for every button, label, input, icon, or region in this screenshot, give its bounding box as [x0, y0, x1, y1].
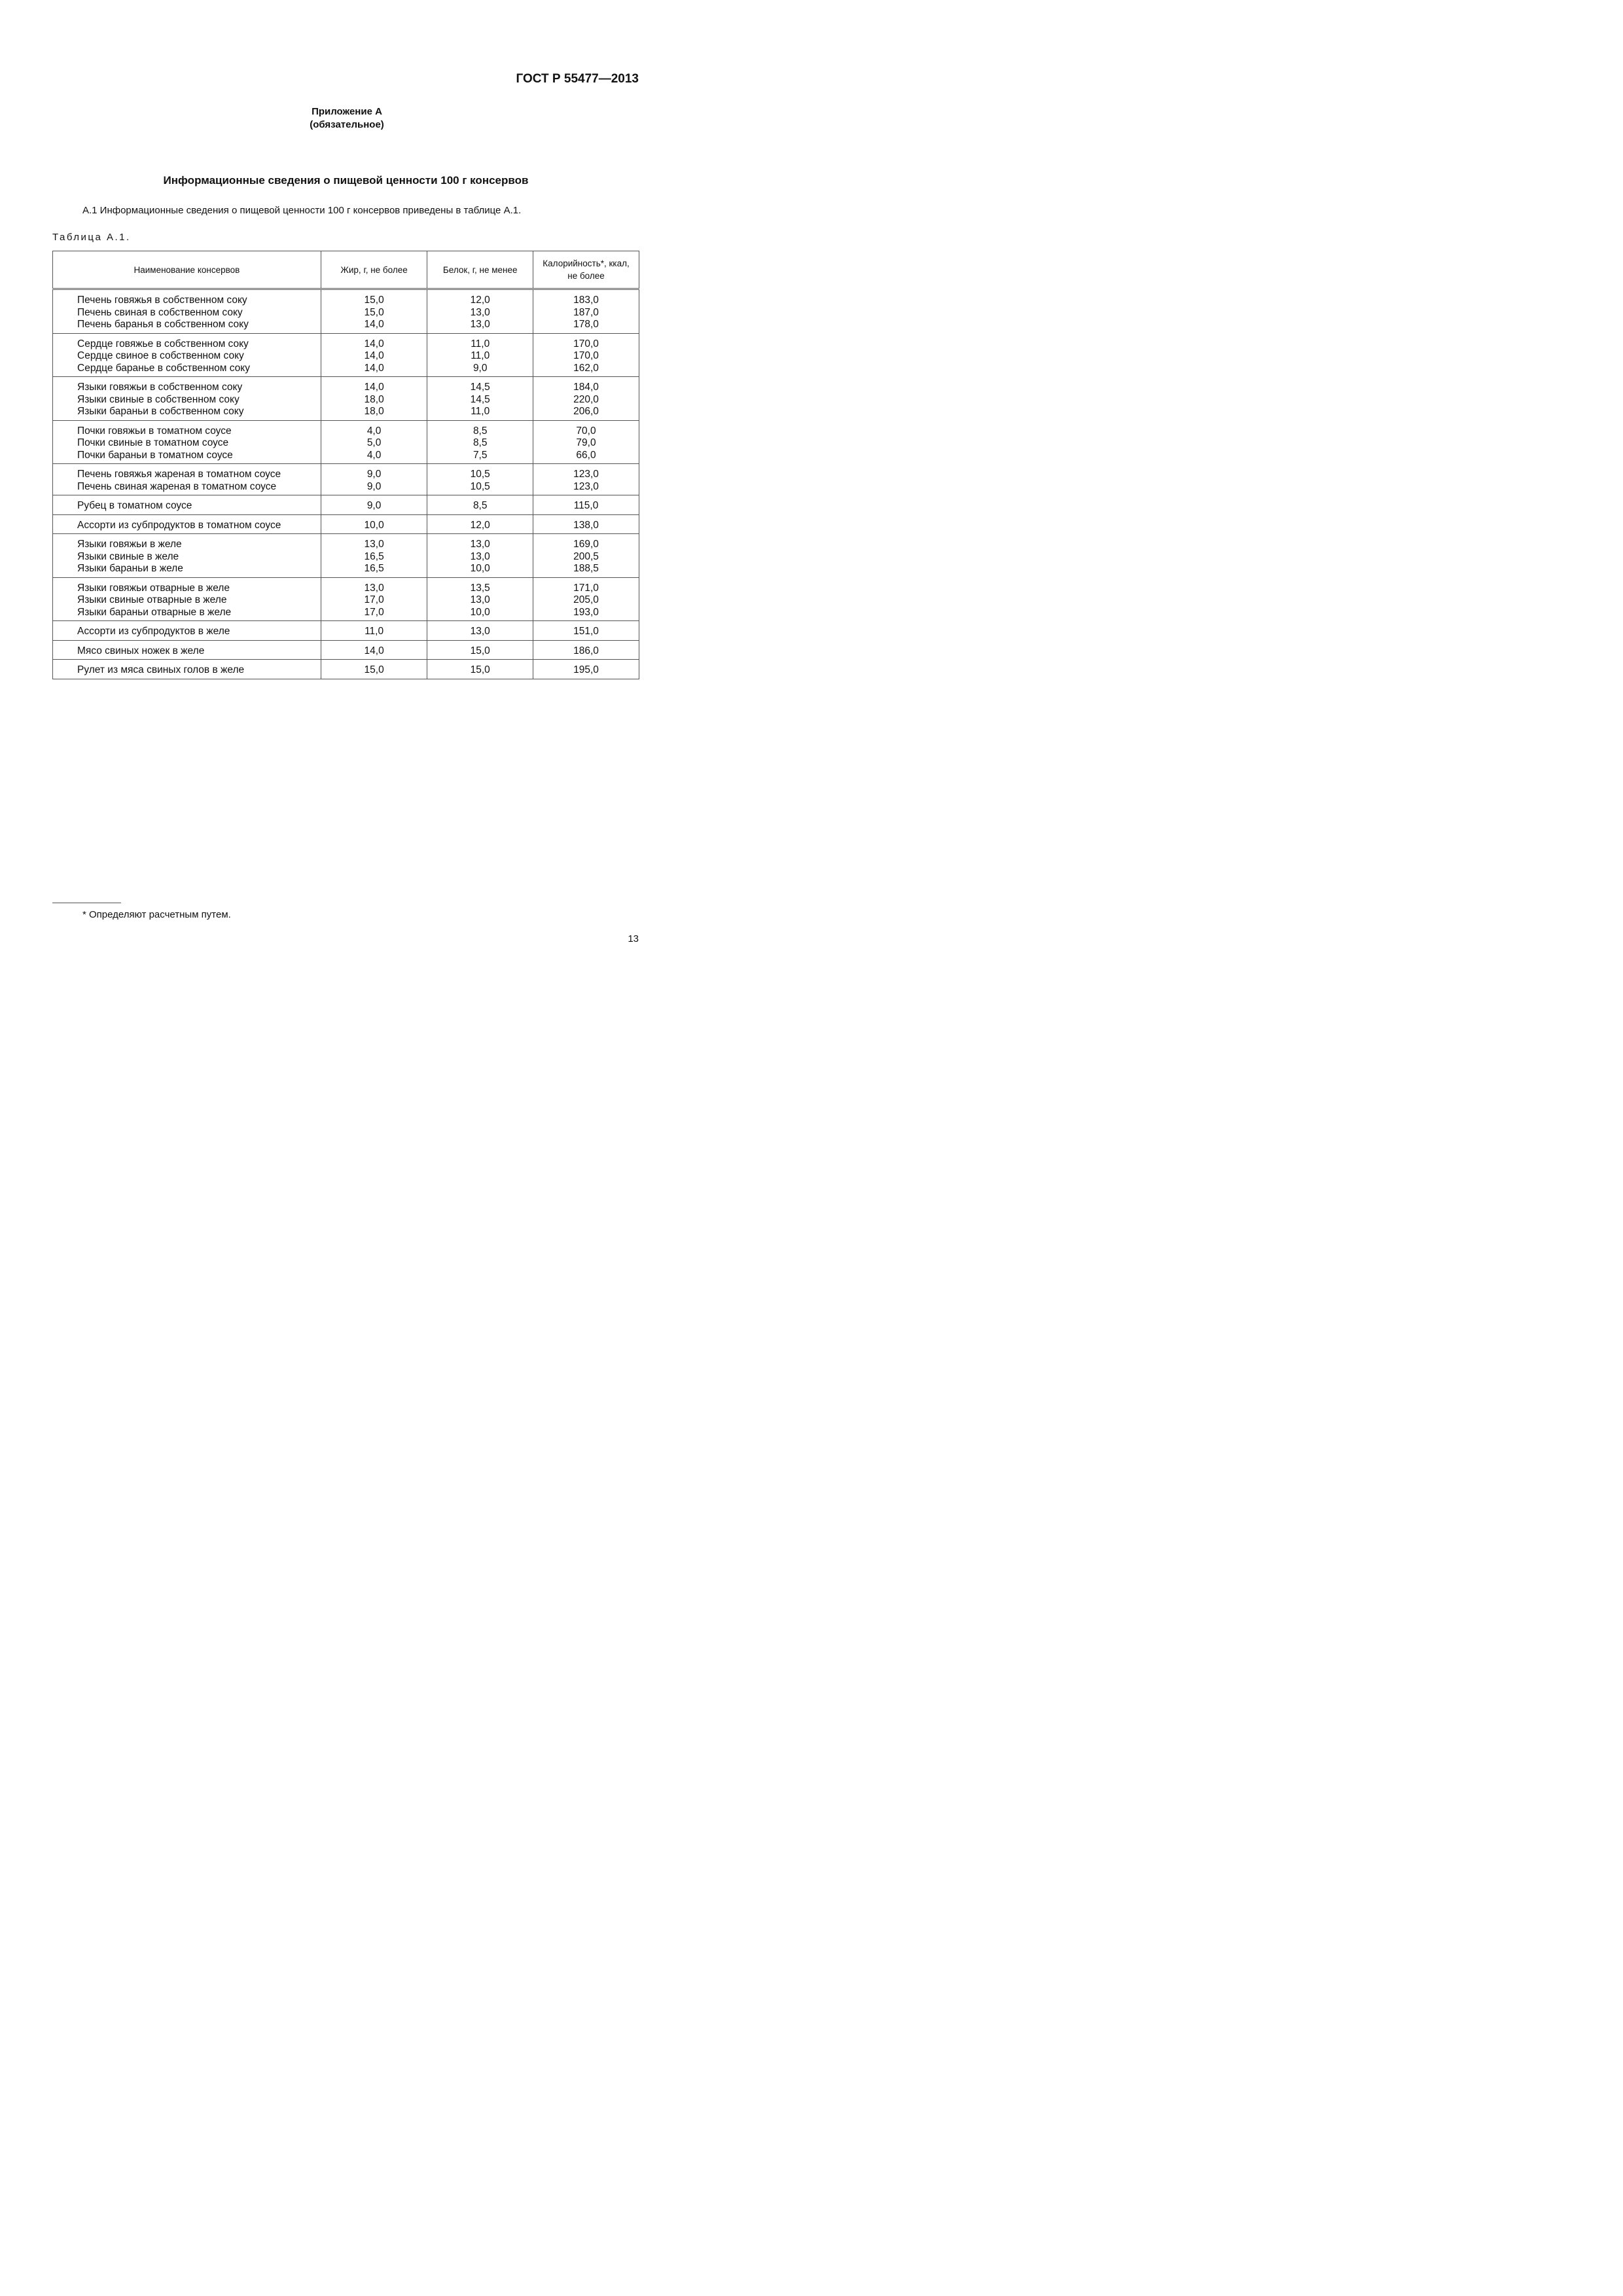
table-row — [53, 660, 639, 679]
cell-fat-line: 14,0 — [364, 382, 384, 393]
cell-calories-line: 193,0 — [573, 606, 599, 618]
cell-protein-line: 10,0 — [470, 606, 490, 618]
cell-calories-line: 162,0 — [573, 362, 599, 374]
cell-calories-line: 206,0 — [573, 406, 599, 417]
cell-product-name-line: Печень баранья в собственном соку — [77, 319, 249, 330]
cell-protein-line: 8,5 — [473, 437, 488, 448]
cell-product-name-line: Сердце свиное в собственном соку — [77, 350, 244, 361]
cell-fat-line: 15,0 — [364, 664, 384, 675]
cell-protein-line: 8,5 — [473, 425, 488, 437]
cell-product-name — [53, 420, 321, 464]
cell-calories-line: 170,0 — [573, 338, 599, 350]
cell-calories-line: 70,0 — [576, 425, 596, 437]
cell-product-name-line: Языки бараньи отварные в желе — [77, 606, 232, 618]
cell-calories-line: 178,0 — [573, 319, 599, 330]
cell-fat — [321, 420, 427, 464]
cell-product-name — [53, 577, 321, 621]
cell-product-name-line: Ассорти из субпродуктов в желе — [77, 626, 230, 637]
cell-product-name-line: Языки свиные в желе — [77, 550, 179, 562]
cell-product-name-line: Языки говяжьи отварные в желе — [77, 582, 230, 594]
cell-product-name-line: Языки свиные в собственном соку — [77, 393, 240, 405]
cell-fat-line: 14,0 — [364, 350, 384, 361]
cell-protein-line: 12,0 — [470, 295, 490, 306]
cell-calories-line: 184,0 — [573, 382, 599, 393]
cell-calories — [533, 534, 639, 578]
cell-fat-line: 4,0 — [366, 449, 382, 461]
cell-calories-line: 138,0 — [573, 519, 599, 531]
cell-fat-line: 9,0 — [366, 480, 382, 492]
cell-calories-line: 66,0 — [576, 449, 596, 461]
cell-fat-line: 13,0 — [364, 582, 384, 594]
cell-protein-line: 7,5 — [473, 449, 488, 461]
cell-calories — [533, 577, 639, 621]
cell-product-name — [53, 534, 321, 578]
cell-protein-line: 10,5 — [470, 480, 490, 492]
cell-protein — [427, 577, 533, 621]
table-row — [53, 377, 639, 421]
cell-product-name — [53, 377, 321, 421]
cell-protein — [427, 333, 533, 377]
cell-product-name — [53, 640, 321, 660]
cell-product-name-line: Печень говяжья в собственном соку — [77, 295, 247, 306]
table-row — [53, 514, 639, 534]
cell-fat-line: 10,0 — [364, 519, 384, 531]
table-caption: Таблица А.1. — [52, 232, 131, 243]
cell-protein — [427, 377, 533, 421]
cell-calories-line: 187,0 — [573, 306, 599, 318]
cell-protein-line: 13,0 — [470, 550, 490, 562]
cell-fat-line: 16,5 — [364, 563, 384, 574]
cell-calories-line: 200,5 — [573, 550, 599, 562]
cell-product-name-line: Языки говяжьи в собственном соку — [77, 382, 243, 393]
cell-fat-line: 17,0 — [364, 594, 384, 605]
cell-protein-line: 13,0 — [470, 626, 490, 637]
header-calories — [533, 251, 639, 289]
cell-protein-line: 13,0 — [470, 319, 490, 330]
header-fat: Жир, г, не более — [321, 251, 427, 289]
cell-protein-line: 9,0 — [473, 362, 488, 374]
cell-protein-line: 13,5 — [470, 582, 490, 594]
cell-fat-line: 9,0 — [366, 469, 382, 480]
cell-fat-line: 15,0 — [364, 295, 384, 306]
cell-product-name — [53, 660, 321, 679]
intro-paragraph: А.1 Информационные сведения о пищевой ценности 100 г консервов приведены в таблице А.1. — [82, 205, 522, 216]
cell-calories-line: 123,0 — [573, 469, 599, 480]
cell-product-name-line: Языки говяжьи в желе — [77, 539, 182, 550]
cell-calories-line: 115,0 — [573, 500, 599, 511]
cell-fat — [321, 495, 427, 515]
cell-fat-line: 18,0 — [364, 393, 384, 405]
cell-fat-line: 17,0 — [364, 606, 384, 618]
cell-product-name-line: Печень говяжья жареная в томатном соусе — [77, 469, 281, 480]
cell-fat — [321, 333, 427, 377]
cell-protein — [427, 289, 533, 334]
cell-product-name-line: Печень свиная жареная в томатном соусе — [77, 480, 277, 492]
table-row — [53, 333, 639, 377]
cell-calories — [533, 377, 639, 421]
cell-calories-line: 169,0 — [573, 539, 599, 550]
cell-product-name-line: Мясо свиных ножек в желе — [77, 645, 205, 656]
cell-protein — [427, 464, 533, 495]
document-code: ГОСТ Р 55477—2013 — [516, 72, 639, 86]
cell-protein — [427, 514, 533, 534]
cell-protein-line: 14,5 — [470, 393, 490, 405]
cell-fat-line: 14,0 — [364, 319, 384, 330]
cell-protein-line: 13,0 — [470, 539, 490, 550]
cell-calories — [533, 640, 639, 660]
cell-product-name-line: Сердце баранье в собственном соку — [77, 362, 250, 374]
nutrition-table — [52, 251, 639, 679]
table-row — [53, 464, 639, 495]
cell-fat-line: 14,0 — [364, 338, 384, 350]
cell-calories — [533, 660, 639, 679]
header-product-name: Наименование консервов — [53, 251, 321, 289]
cell-fat — [321, 464, 427, 495]
cell-protein-line: 10,0 — [470, 563, 490, 574]
cell-protein-line: 12,0 — [470, 519, 490, 531]
header-calories-line-1: Калорийность*, ккал, — [543, 259, 630, 268]
cell-product-name-line: Печень свиная в собственном соку — [77, 306, 243, 318]
cell-calories-line: 183,0 — [573, 295, 599, 306]
cell-calories-line: 205,0 — [573, 594, 599, 605]
cell-calories-line: 186,0 — [573, 645, 599, 656]
section-heading: Информационные сведения о пищевой ценности 100 г консервов — [163, 174, 529, 187]
header-calories-line-2: не более — [567, 271, 605, 281]
cell-product-name — [53, 621, 321, 641]
cell-protein-line: 13,0 — [470, 306, 490, 318]
cell-calories-line: 151,0 — [573, 626, 599, 637]
cell-product-name — [53, 495, 321, 515]
cell-calories-line: 188,5 — [573, 563, 599, 574]
cell-calories — [533, 514, 639, 534]
cell-fat — [321, 534, 427, 578]
annex-block — [216, 105, 478, 132]
cell-product-name-line: Рулет из мяса свиных голов в желе — [77, 664, 245, 675]
table-row — [53, 495, 639, 515]
cell-protein — [427, 420, 533, 464]
cell-product-name-line: Почки говяжьи в томатном соусе — [77, 425, 232, 437]
cell-product-name-line: Ассорти из субпродуктов в томатном соусе — [77, 519, 281, 531]
cell-protein-line: 11,0 — [471, 406, 490, 417]
cell-calories — [533, 420, 639, 464]
cell-fat — [321, 577, 427, 621]
table-row — [53, 420, 639, 464]
cell-protein — [427, 495, 533, 515]
table-body — [53, 289, 639, 679]
cell-fat-line: 9,0 — [366, 500, 382, 511]
cell-fat — [321, 660, 427, 679]
footnote: * Определяют расчетным путем. — [82, 909, 231, 920]
cell-calories — [533, 464, 639, 495]
table-header-row — [53, 251, 639, 289]
cell-protein-line: 8,5 — [473, 500, 488, 511]
cell-product-name — [53, 464, 321, 495]
table-row — [53, 289, 639, 334]
cell-protein-line: 15,0 — [470, 645, 490, 656]
page-number: 13 — [628, 933, 639, 944]
cell-fat-line: 5,0 — [366, 437, 382, 448]
cell-product-name — [53, 333, 321, 377]
cell-calories-line: 170,0 — [573, 350, 599, 361]
cell-protein-line: 11,0 — [471, 338, 490, 350]
cell-protein-line: 13,0 — [470, 594, 490, 605]
cell-protein-line: 14,5 — [470, 382, 490, 393]
cell-fat — [321, 377, 427, 421]
annex-status: (обязательное) — [310, 119, 384, 130]
cell-fat — [321, 640, 427, 660]
cell-protein — [427, 534, 533, 578]
cell-calories-line: 195,0 — [573, 664, 599, 675]
cell-calories — [533, 495, 639, 515]
cell-fat-line: 14,0 — [364, 362, 384, 374]
table-row — [53, 640, 639, 660]
cell-product-name-line: Рубец в томатном соусе — [77, 500, 192, 511]
cell-protein-line: 15,0 — [470, 664, 490, 675]
cell-fat-line: 11,0 — [365, 626, 384, 637]
annex-title: Приложение А — [312, 106, 382, 117]
cell-calories-line: 79,0 — [576, 437, 596, 448]
cell-fat — [321, 514, 427, 534]
table-row — [53, 577, 639, 621]
cell-product-name-line: Языки бараньи в собственном соку — [77, 406, 244, 417]
cell-fat-line: 14,0 — [364, 645, 384, 656]
cell-protein-line: 11,0 — [471, 350, 490, 361]
cell-product-name-line: Языки свиные отварные в желе — [77, 594, 227, 605]
cell-calories-line: 220,0 — [573, 393, 599, 405]
cell-fat-line: 18,0 — [364, 406, 384, 417]
table-row — [53, 534, 639, 578]
cell-protein — [427, 660, 533, 679]
header-protein: Белок, г, не менее — [427, 251, 533, 289]
cell-fat — [321, 621, 427, 641]
cell-product-name-line: Языки бараньи в желе — [77, 563, 183, 574]
cell-product-name-line: Почки бараньи в томатном соусе — [77, 449, 233, 461]
cell-protein — [427, 621, 533, 641]
cell-fat-line: 15,0 — [364, 306, 384, 318]
cell-calories-line: 123,0 — [573, 480, 599, 492]
cell-product-name-line: Почки свиные в томатном соусе — [77, 437, 229, 448]
cell-fat-line: 16,5 — [364, 550, 384, 562]
cell-calories — [533, 621, 639, 641]
table-row — [53, 621, 639, 641]
cell-calories-line: 171,0 — [573, 582, 599, 594]
cell-protein — [427, 640, 533, 660]
cell-calories — [533, 289, 639, 334]
cell-product-name — [53, 289, 321, 334]
cell-protein-line: 10,5 — [470, 469, 490, 480]
cell-product-name-line: Сердце говяжье в собственном соку — [77, 338, 249, 350]
cell-fat — [321, 289, 427, 334]
cell-fat-line: 4,0 — [366, 425, 382, 437]
cell-fat-line: 13,0 — [364, 539, 384, 550]
cell-calories — [533, 333, 639, 377]
cell-product-name — [53, 514, 321, 534]
